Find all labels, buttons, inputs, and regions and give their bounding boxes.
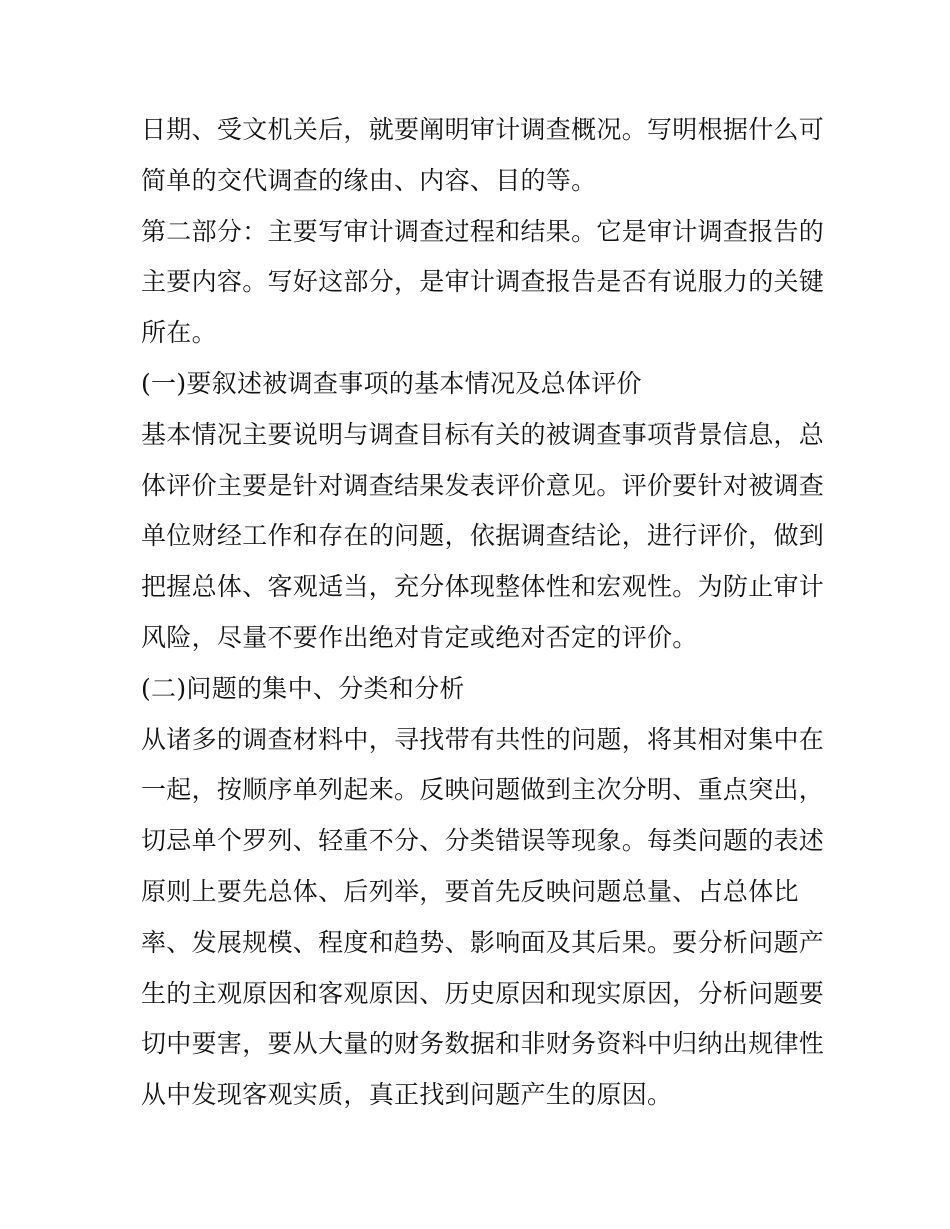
text-line: 所在。	[141, 318, 217, 348]
text-line: 从诸多的调查材料中，寻找带有共性的问题，将其相对集中在	[141, 724, 825, 754]
text-line: 风险，尽量不要作出绝对肯定或绝对否定的评价。	[141, 622, 698, 652]
subsection-heading: (二)问题的集中、分类和分析	[141, 673, 465, 703]
section-heading: 第二部分：主要写审计调查过程和结果。它是审计调查报告的	[141, 216, 825, 246]
text-line: 日期、受文机关后，就要阐明审计调查概况。写明根据什么可	[141, 115, 825, 144]
text-line: 单位财经工作和存在的问题，依据调查结论，进行评价，做到	[141, 521, 825, 551]
text-line: 从中发现客观实质，真正找到问题产生的原因。	[141, 1080, 673, 1110]
body-text	[141, 105, 825, 1121]
text-line: 把握总体、客观适当，充分体现整体性和宏观性。为防止审计	[141, 572, 825, 602]
subsection-heading: (一)要叙述被调查事项的基本情况及总体评价	[141, 368, 642, 398]
text-line: 主要内容。写好这部分，是审计调查报告是否有说服力的关键	[141, 267, 825, 297]
text-line: 切忌单个罗列、轻重不分、分类错误等现象。每类问题的表述	[141, 826, 825, 856]
text-line: 体评价主要是针对调查结果发表评价意见。评价要针对被调查	[141, 470, 825, 500]
text-line: 切中要害，要从大量的财务数据和非财务资料中归纳出规律性	[141, 1029, 825, 1059]
text-line: 率、发展规模、程度和趋势、影响面及其后果。要分析问题产	[141, 927, 825, 957]
text-line: 原则上要先总体、后列举，要首先反映问题总量、占总体比	[141, 876, 799, 906]
text-line: 一起，按顺序单列起来。反映问题做到主次分明、重点突出，	[141, 775, 825, 805]
text-line: 生的主观原因和客观原因、历史原因和现实原因，分析问题要	[141, 978, 825, 1008]
text-line: 简单的交代调查的缘由、内容、目的等。	[141, 165, 597, 195]
text-line: 基本情况主要说明与调查目标有关的被调查事项背景信息，总	[141, 419, 825, 449]
